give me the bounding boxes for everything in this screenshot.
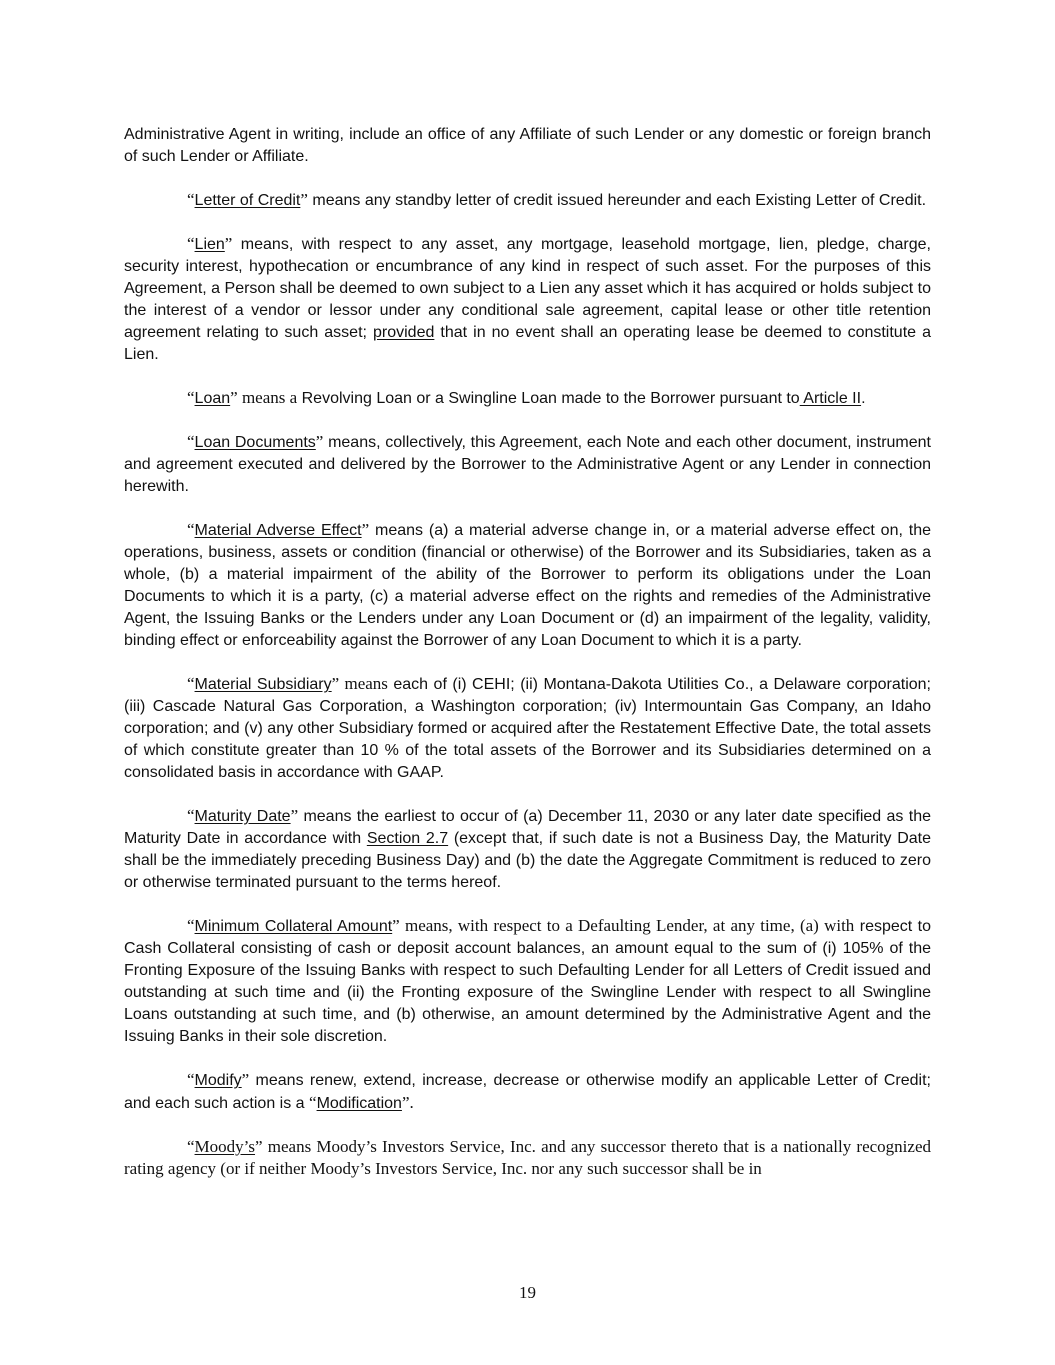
close-quote: ” xyxy=(331,674,340,693)
defined-term: Letter of Credit xyxy=(194,192,301,209)
close-quote: ” xyxy=(241,1070,250,1089)
open-quote: “ xyxy=(187,806,195,825)
paragraph-text: Administrative Agent in writing, include an office of any Affiliate of such Lender or any domestic or foreign branch of such Lender or Affiliate. xyxy=(124,126,931,165)
open-quote: “ xyxy=(187,674,195,693)
section-reference: Section 2.7 xyxy=(366,830,449,847)
defined-term: Loan Documents xyxy=(194,434,316,451)
open-quote: “ xyxy=(309,1093,317,1112)
defined-term-modification: Modification xyxy=(316,1095,402,1112)
defined-term: Lien xyxy=(194,236,225,253)
close-quote: ” xyxy=(255,1137,263,1156)
definition-loan xyxy=(124,387,931,410)
definition-tail: ”. xyxy=(401,1093,414,1112)
definition-tail: . xyxy=(861,390,866,407)
defined-term: Material Adverse Effect xyxy=(194,522,362,539)
proviso-term: provided xyxy=(373,324,435,341)
definition-material-adverse-effect xyxy=(124,519,931,652)
definition-letter-of-credit xyxy=(124,189,931,212)
definition-text: means any standby letter of credit issued hereunder and each Existing Letter of Credit. xyxy=(307,192,927,209)
close-quote: ” xyxy=(315,432,324,451)
definition-modify xyxy=(124,1069,931,1115)
defined-term: Loan xyxy=(194,390,231,407)
means-clause: means, with respect to a Defaulting Lender, at any time, (a) with xyxy=(399,916,855,935)
definition-minimum-collateral-amount xyxy=(124,915,931,1048)
close-quote: ” xyxy=(224,234,233,253)
defined-term: Maturity Date xyxy=(194,808,291,825)
open-quote: “ xyxy=(187,234,195,253)
definition-text: each of (i) CEHI; (ii) Montana-Dakota Utilities Co., a Delaware corporation; (iii) Cascade Natural Gas Corporation, a Washington corporation; (iv) Intermountain Gas Company, an Idaho corporation; and (v) any other Subsidiary formed or acquired after the Restatement Effective Date, the total assets of which constitute greater than 10 % of the total assets of the Borrower and its Subsidiaries determined on a consolidated basis in accordance with GAAP. xyxy=(124,676,931,781)
page-number: 19 xyxy=(519,1283,536,1302)
definition-text: means the earliest to occur of (a) December 11, 2030 or any later date specified as the Maturity Date in accordance with xyxy=(124,808,932,847)
definition-text: means renew, extend, increase, decrease or otherwise modify an applicable Letter of Credit; and each such action is a xyxy=(124,1072,931,1112)
means-word: means a xyxy=(237,388,298,407)
close-quote: ” xyxy=(361,520,370,539)
paragraph-affiliate-continuation xyxy=(124,124,931,168)
defined-term: Minimum Collateral Amount xyxy=(194,918,393,935)
defined-term: Moody’s xyxy=(194,1137,256,1156)
close-quote: ” xyxy=(230,388,238,407)
page-body xyxy=(124,124,931,1201)
definition-text: means Moody’s Investors Service, Inc. and any successor thereto that is a nationally recognized rating agency (or if neither Moody’s Investors Service, Inc. nor any such successor shall be in xyxy=(124,1137,931,1178)
defined-term: Material Subsidiary xyxy=(194,676,332,693)
definition-text: means, collectively, this Agreement, each Note and each other document, instrument and agreement executed and delivered by the Borrower to the Administrative Agent or any Lender in connection herewith. xyxy=(124,434,931,495)
definition-maturity-date xyxy=(124,805,931,894)
definition-text: respect to Cash Collateral consisting of cash or deposit account balances, an amount equal to the sum of (i) 105% of the Fronting Exposure of the Issuing Banks with respect to such Defaulting Lender for all Letters of Credit issued and outstanding at such time and (ii) the Fronting exposure of the Swingline Lender with respect to all Swingline Loans outstanding at such time, and (b) otherwise, an amount determined by the Administrative Agent and the Issuing Banks in their sole discretion. xyxy=(124,918,931,1045)
open-quote: “ xyxy=(187,520,195,539)
close-quote: ” xyxy=(290,806,299,825)
open-quote: “ xyxy=(187,916,195,935)
definition-material-subsidiary xyxy=(124,673,931,784)
definition-tail: (except that, if such date is not a Business Day, the Maturity Date shall be the immediately preceding Business Day) and (b) the date the Aggregate Commitment is reduced to zero or otherwise terminated pursuant to the terms hereof. xyxy=(124,830,932,891)
open-quote: “ xyxy=(187,1137,195,1156)
close-quote: ” xyxy=(300,190,308,209)
definition-text: Revolving Loan or a Swingline Loan made to the Borrower pursuant to xyxy=(297,390,800,407)
definition-moodys xyxy=(124,1136,931,1180)
defined-term: Modify xyxy=(194,1072,242,1089)
definition-loan-documents xyxy=(124,431,931,498)
means-word: means xyxy=(339,674,388,693)
definition-lien xyxy=(124,233,931,366)
close-quote: ” xyxy=(392,916,400,935)
definition-text: means, with respect to any asset, any mortgage, leasehold mortgage, lien, pledge, charge, security interest, hypothecation or encumbrance of any kind in respect of such asset. For the purposes of this Agreement, a Person shall be deemed to own subject to a Lien any asset which it has acquired or holds subject to the interest of a vendor or lessor under any conditional sale agreement, capital lease or other title retention agreement relating to such asset; xyxy=(124,236,931,341)
open-quote: “ xyxy=(187,1070,195,1089)
open-quote: “ xyxy=(187,432,195,451)
open-quote: “ xyxy=(187,388,195,407)
article-reference: Article II xyxy=(799,390,862,407)
open-quote: “ xyxy=(187,190,195,209)
definition-text: means (a) a material adverse change in, or a material adverse effect on, the operations, business, assets or condition (financial or otherwise) of the Borrower and its Subsidiaries, taken as a whole, (b) a material impairment of the ability of the Borrower to perform its obligations under the Loan Documents to which it is a party, (c) a material adverse effect on the rights and remedies of the Administrative Agent, the Issuing Banks or the Lenders under any Loan Document or (d) an impairment of the legality, validity, binding effect or enforceability against the Borrower of any Loan Document to which it is a party. xyxy=(124,522,931,649)
definition-tail: that in no event shall an operating lease be deemed to constitute a Lien. xyxy=(124,324,931,363)
